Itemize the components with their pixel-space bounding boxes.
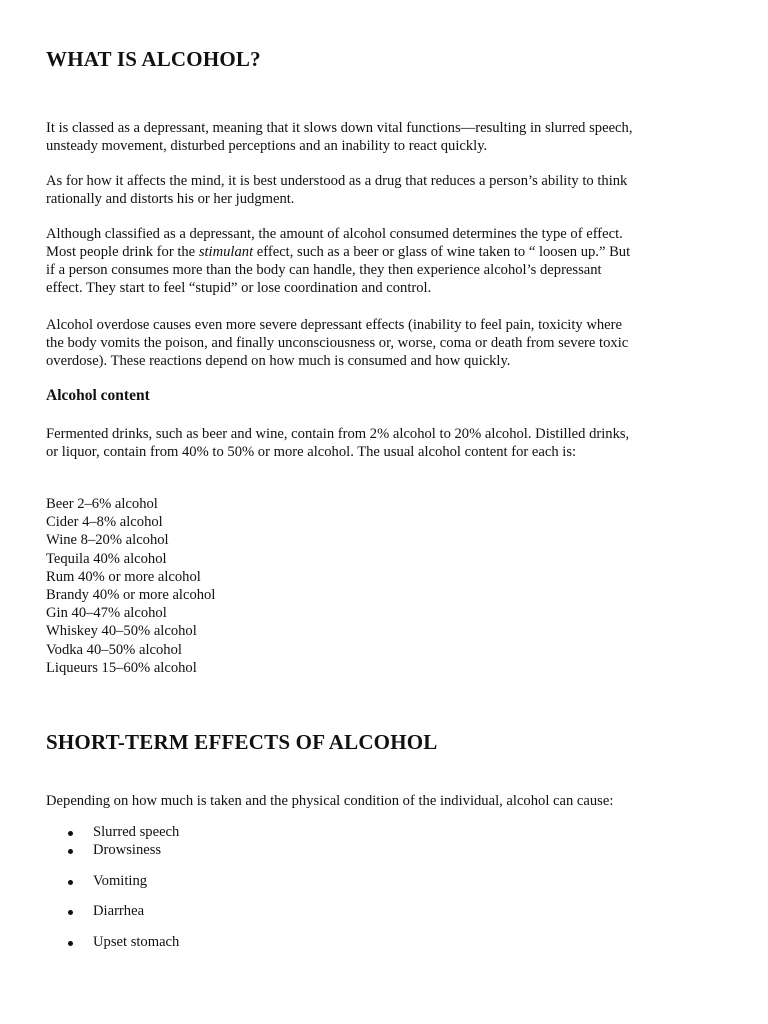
paragraph-line: if a person consumes more than the body can handle, they then experience alcohol’s depressant [46, 262, 602, 278]
paragraph-depressant [46, 119, 736, 155]
paragraph-line [46, 243, 736, 261]
list-item: Cider 4–8% alcohol [46, 514, 163, 531]
bullet-text: Diarrhea [93, 903, 145, 919]
paragraph-classified [46, 225, 736, 297]
paragraph-mind [46, 172, 736, 208]
paragraph-line: unsteady movement, disturbed perceptions and an inability to react quickly. [46, 138, 488, 154]
paragraph-line: effect. They start to feel “stupid” or lose coordination and control. [46, 280, 432, 296]
paragraph-line: Fermented drinks, such as beer and wine, contain from 2% alcohol to 20% alcohol. Distilled drinks, [46, 426, 630, 442]
stimulant-emphasis: stimulant [198, 244, 254, 260]
list-item: Liqueurs 15–60% alcohol [46, 659, 197, 676]
bullet-icon [68, 849, 73, 854]
paragraph-line: Although classified as a depressant, the amount of alcohol consumed determines the type of effect. [46, 226, 623, 242]
bullet-icon [68, 880, 73, 885]
list-item: Wine 8–20% alcohol [46, 532, 169, 549]
bullet-icon [68, 910, 73, 915]
paragraph-line: overdose). These reactions depend on how much is consumed and how quickly. [46, 353, 511, 369]
heading-what-is-alcohol: WHAT IS ALCOHOL? [46, 47, 261, 71]
list-item: Tequila 40% alcohol [46, 550, 167, 567]
list-item: Gin 40–47% alcohol [46, 605, 167, 622]
paragraph-line: Depending on how much is taken and the physical condition of the individual, alcohol can cause: [46, 793, 614, 809]
paragraph-line: rationally and distorts his or her judgment. [46, 191, 295, 207]
text-segment: Most people drink for the [46, 244, 199, 260]
paragraph-fermented [46, 425, 736, 461]
bullet-icon [68, 831, 73, 836]
paragraph-line: the body vomits the poison, and finally unconsciousness or, worse, coma or death from severe toxic [46, 335, 629, 351]
subheading-alcohol-content: Alcohol content [46, 387, 150, 404]
bullet-icon [68, 941, 73, 946]
list-item: Whiskey 40–50% alcohol [46, 623, 197, 640]
list-item: Rum 40% or more alcohol [46, 568, 201, 585]
heading-short-term-effects: SHORT-TERM EFFECTS OF ALCOHOL [46, 730, 438, 754]
paragraph-depending [46, 792, 736, 810]
bullet-text: Vomiting [93, 873, 148, 889]
text-segment: effect, such as a beer or glass of wine taken to “ loosen up.” But [253, 244, 631, 260]
paragraph-line: or liquor, contain from 40% to 50% or more alcohol. The usual alcohol content for each is: [46, 444, 577, 460]
list-item: Vodka 40–50% alcohol [46, 641, 182, 658]
bullet-text: Drowsiness [93, 842, 162, 858]
bullet-text: Upset stomach [93, 934, 180, 950]
bullet-text: Slurred speech [93, 824, 180, 840]
paragraph-line: As for how it affects the mind, it is best understood as a drug that reduces a person’s ability to think [46, 173, 628, 189]
paragraph-line: It is classed as a depressant, meaning that it slows down vital functions—resulting in slurred speech, [46, 120, 633, 136]
alcohol-content-list [46, 495, 215, 677]
list-item: Beer 2–6% alcohol [46, 496, 158, 512]
paragraph-line: Alcohol overdose causes even more severe depressant effects (inability to feel pain, toxicity where [46, 317, 622, 333]
list-item: Brandy 40% or more alcohol [46, 587, 216, 604]
paragraph-overdose [46, 316, 736, 370]
